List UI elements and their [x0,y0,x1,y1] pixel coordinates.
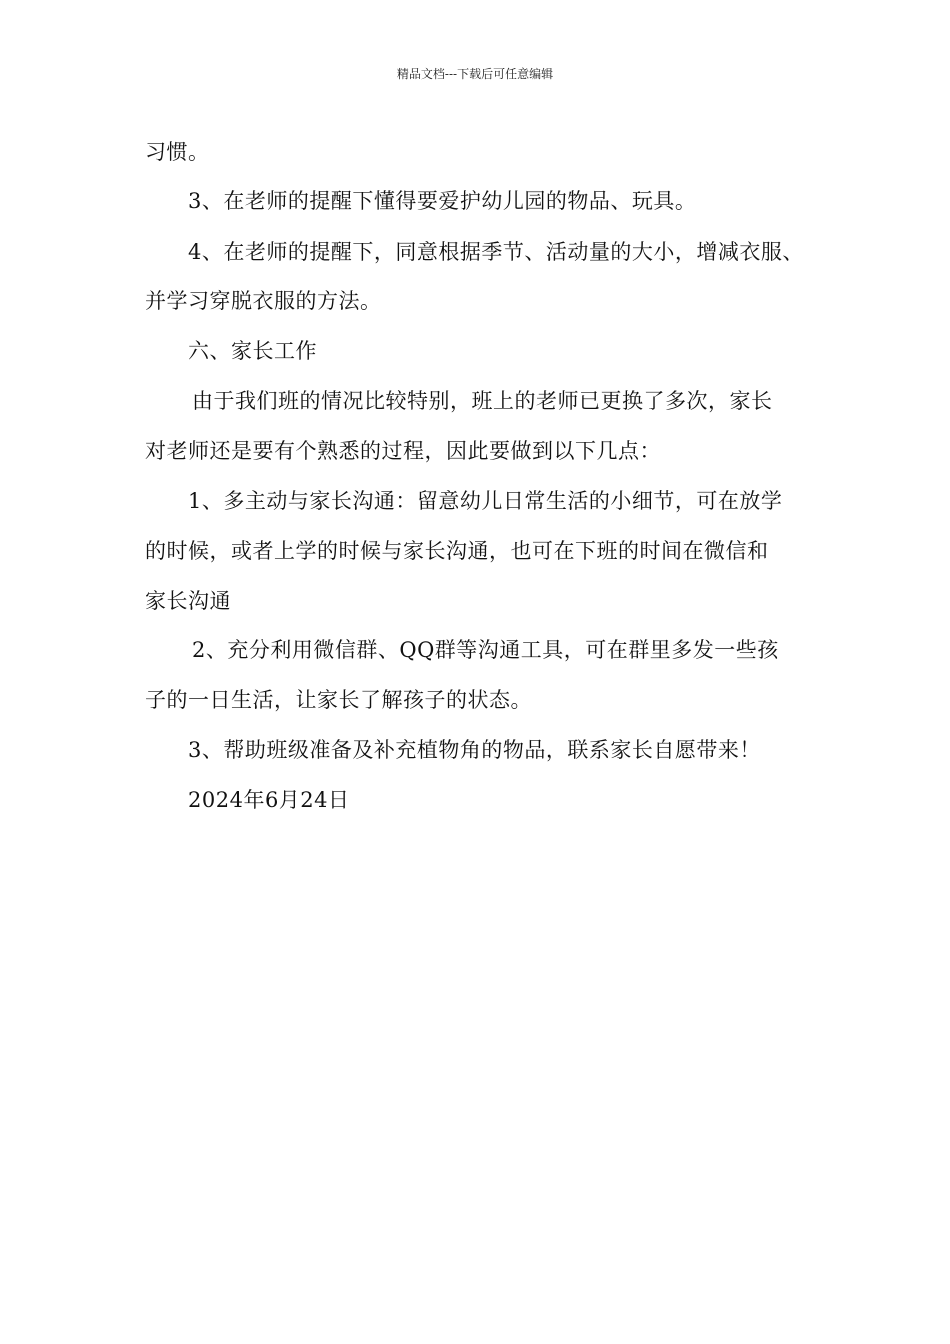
text-line: 子的一日生活，让家长了解孩子的状态。 [145,688,532,712]
text-line: 3、帮助班级准备及补充植物角的物品，联系家长自愿带来！ [188,738,761,762]
text-line: 3、在老师的提醒下懂得要爱护幼儿园的物品、玩具。 [188,189,697,213]
section-heading: 六、家长工作 [188,339,317,363]
text-line: 家长沟通 [145,589,231,613]
text-line: 由于我们班的情况比较特别，班上的老师已更换了多次，家长 [192,389,773,413]
text-line: 习惯。 [145,140,210,164]
text-line: 并学习穿脱衣服的方法。 [145,289,382,313]
text-line: 4、在老师的提醒下，同意根据季节、活动量的大小，增减衣服、 [188,240,804,264]
page-header: 精品文档---下载后可任意编辑 [396,67,554,81]
text-line: 2、充分利用微信群、QQ群等沟通工具，可在群里多发一些孩 [192,638,779,662]
text-line: 对老师还是要有个熟悉的过程，因此要做到以下几点： [145,439,661,463]
text-line: 1、多主动与家长沟通：留意幼儿日常生活的小细节，可在放学 [188,489,783,513]
date-line: 2024年6月24日 [188,788,350,812]
text-line: 的时候，或者上学的时候与家长沟通，也可在下班的时间在微信和 [145,539,769,563]
